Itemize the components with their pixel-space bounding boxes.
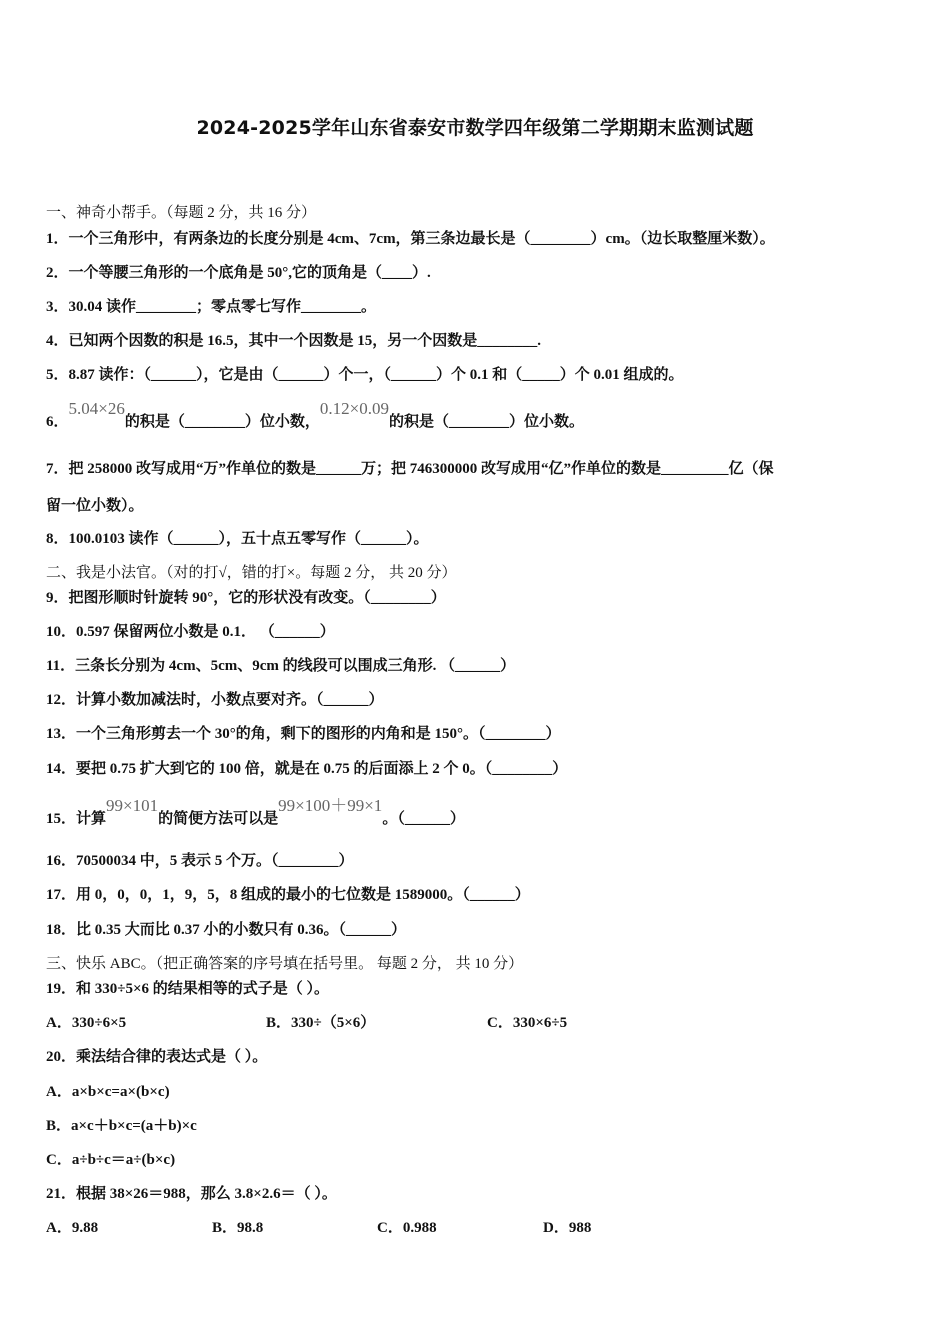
- question-15-part1: 的简便方法可以是: [158, 811, 279, 827]
- question-16: 16．70500034 中，5 表示 5 个万。（________）: [46, 853, 354, 869]
- question-5: 5．8.87 读作：（______），它是由（______）个一，（______）个 0.1 和（_____）个 0.01 组成的。: [46, 367, 684, 383]
- question-6-number: 6．: [46, 414, 69, 430]
- page-title: 2024-2025学年山东省泰安市数学四年级第二学期期末监测试题: [196, 117, 754, 139]
- question-15-number: 15．计算: [46, 811, 107, 827]
- option-a: A．330÷6×5: [46, 1015, 127, 1031]
- question-20-option-c: C．a÷b÷c＝a÷(b×c): [46, 1152, 176, 1168]
- question-14: 14．要把 0.75 扩大到它的 100 倍，就是在 0.75 的后面添上 2 个 0。（________）: [46, 761, 568, 777]
- question-21: 21．根据 38×26＝988，那么 3.8×2.6＝（ ）。: [46, 1186, 337, 1202]
- option-c: C．330×6÷5: [487, 1015, 568, 1031]
- question-4: 4．已知两个因数的积是 16.5，其中一个因数是 15，另一个因数是________.: [46, 333, 542, 349]
- question-3: 3．30.04 读作________；零点零七写作________。: [46, 299, 377, 315]
- question-21-options: [46, 1216, 591, 1237]
- question-19: 19．和 330÷5×6 的结果相等的式子是（ ）。: [46, 981, 330, 997]
- question-2: 2．一个等腰三角形的一个底角是 50°,它的顶角是（____）.: [46, 265, 431, 281]
- section-2-heading: 二、我是小法官。（对的打√，错的打×。每题 2 分， 共 20 分）: [46, 565, 457, 581]
- question-18: 18．比 0.35 大而比 0.37 小的小数只有 0.36。（______）: [46, 922, 407, 938]
- question-1: 1．一个三角形中，有两条边的长度分别是 4cm、7cm，第三条边最长是（________）cm。（边长取整厘米数）。: [46, 231, 775, 247]
- question-8: 8．100.0103 读作（______），五十点五零写作（______）。: [46, 531, 429, 547]
- option-b: B．98.8: [212, 1220, 264, 1236]
- question-6: [46, 399, 584, 431]
- option-d: D．988: [543, 1220, 592, 1236]
- question-7-line1: 7．把 258000 改写成用“万”作单位的数是______万；把 746300000 改写成用“亿”作单位的数是_________亿（保: [46, 461, 774, 477]
- option-c: C．0.988: [377, 1220, 437, 1236]
- question-12: 12．计算小数加减法时，小数点要对齐。（______）: [46, 692, 384, 708]
- question-7-line2: 留一位小数）。: [46, 498, 144, 514]
- formula-5-04x26: 5.04×26: [68, 399, 125, 418]
- question-15: [46, 796, 465, 828]
- question-20-option-a: A．a×b×c=a×(b×c): [46, 1084, 170, 1100]
- formula-0-12x0-09: 0.12×0.09: [319, 399, 389, 418]
- question-15-part2: 。（______）: [382, 811, 465, 827]
- question-20-option-b: B．a×c＋b×c=(a＋b)×c: [46, 1118, 197, 1134]
- question-20: 20．乘法结合律的表达式是（ ）。: [46, 1049, 268, 1065]
- question-17: 17．用 0，0，0，1，9，5，8 组成的最小的七位数是 1589000。（______）: [46, 887, 530, 903]
- question-11: 11．三条长分别为 4cm、5cm、9cm 的线段可以围成三角形. （______）: [46, 658, 516, 674]
- question-13: 13．一个三角形剪去一个 30°的角，剩下的图形的内角和是 150°。（________）: [46, 726, 561, 742]
- section-1-heading: 一、神奇小帮手。（每题 2 分，共 16 分）: [46, 205, 317, 221]
- question-10: 10．0.597 保留两位小数是 0.1． （______）: [46, 624, 335, 640]
- question-6-part1: 的积是（________）位小数，: [124, 414, 320, 430]
- section-3-heading: 三、快乐 ABC。（把正确答案的序号填在括号里。 每题 2 分， 共 10 分）: [46, 956, 524, 972]
- question-6-part2: 的积是（________）位小数。: [388, 414, 584, 430]
- question-9: 9．把图形顺时针旋转 90°，它的形状没有改变。（________）: [46, 590, 446, 606]
- option-a: A．9.88: [46, 1220, 99, 1236]
- option-b: B．330÷（5×6）: [266, 1015, 376, 1031]
- formula-99x100-plus-99x1: 99×100＋99×1: [278, 796, 383, 815]
- question-19-options: [46, 1011, 567, 1032]
- formula-99x101: 99×101: [106, 796, 159, 815]
